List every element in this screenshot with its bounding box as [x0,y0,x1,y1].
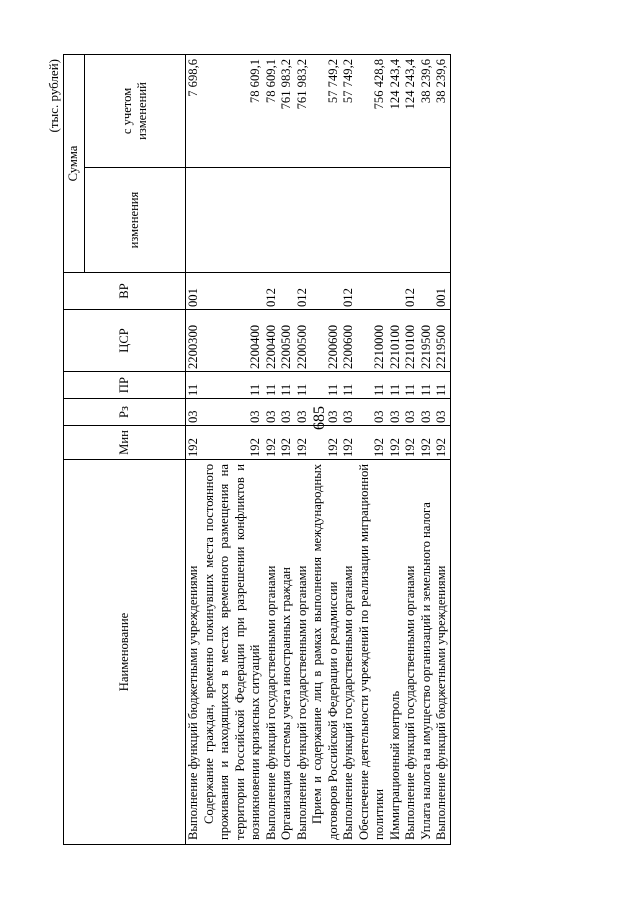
row-vr: 012 [295,273,311,310]
row-with-changes: 78 609,1 [264,54,280,167]
table-header [64,54,186,844]
row-with-changes: 38 239,6 [434,54,450,167]
row-with-changes: 756 428,8 [357,54,388,167]
row-vr [419,273,435,310]
row-vr: 012 [403,273,419,310]
row-name: Выполнение функций государственными органами [403,460,419,845]
row-name: Выполнение функций государственными органами [341,460,357,845]
row-vr: 012 [341,273,357,310]
row-changes [419,168,435,273]
row-pr: 11 [295,372,311,399]
row-with-changes: 761 983,2 [295,54,311,167]
row-with-changes: 124 243,4 [403,54,419,167]
row-min: 192 [186,426,202,460]
row-changes [434,168,450,273]
table-row [279,54,295,844]
row-name: Выполнение функций бюджетными учреждениями [434,460,450,845]
row-changes [202,168,264,273]
row-rz: 03 [357,399,388,426]
row-name: Прием и содержание лиц в рамках выполнения международных договоров Российской Федерации о реадмиссии [310,460,341,845]
row-min: 192 [264,426,280,460]
row-name: Выполнение функций государственными органами [264,460,280,845]
row-pr: 11 [419,372,435,399]
row-name: Выполнение функций бюджетными учреждениями [186,460,202,845]
row-csr: 2210100 [403,310,419,372]
row-changes [341,168,357,273]
header-changes: изменения [85,168,186,273]
row-vr [357,273,388,310]
row-min: 192 [419,426,435,460]
row-with-changes: 38 239,6 [419,54,435,167]
row-vr: 012 [264,273,280,310]
table-row [357,54,388,844]
header-csr: ЦСР [64,310,186,372]
table-row [186,54,202,844]
row-rz: 03 [403,399,419,426]
row-csr: 2200300 [186,310,202,372]
row-changes [388,168,404,273]
row-pr: 11 [388,372,404,399]
row-changes [264,168,280,273]
table-row [264,54,280,844]
header-with-changes: с учетом изменений [85,54,186,167]
header-pr: ПР [64,372,186,399]
row-name: Обеспечение деятельности учреждений по реализации миграционной политики [357,460,388,845]
table-row [341,54,357,844]
table-body [186,54,451,844]
row-pr: 11 [186,372,202,399]
header-vr: ВР [64,273,186,310]
row-rz: 03 [186,399,202,426]
row-min: 192 [388,426,404,460]
row-rz: 03 [264,399,280,426]
row-csr: 2200600 [310,310,341,372]
table-row [403,54,419,844]
header-rz: Рз [64,399,186,426]
row-name: Выполнение функций государственными органами [295,460,311,845]
row-min: 192 [357,426,388,460]
row-pr: 11 [310,372,341,399]
row-pr: 11 [403,372,419,399]
row-name: Организация системы учета иностранных граждан [279,460,295,845]
row-min: 192 [202,426,264,460]
page-number: 685 [311,406,328,430]
units-label: (тыс. рублей) [46,59,61,133]
header-min: Мин [64,426,186,460]
row-name: Иммиграционный контроль [388,460,404,845]
row-min: 192 [434,426,450,460]
row-csr: 2200400 [264,310,280,372]
row-with-changes: 761 983,2 [279,54,295,167]
row-rz: 03 [419,399,435,426]
row-with-changes: 7 698,6 [186,54,202,167]
row-csr: 2200600 [341,310,357,372]
row-rz: 03 [295,399,311,426]
row-csr: 2200500 [295,310,311,372]
row-pr: 11 [341,372,357,399]
row-vr [202,273,264,310]
row-csr: 2200500 [279,310,295,372]
table-row [202,54,264,844]
row-changes [357,168,388,273]
row-min: 192 [295,426,311,460]
budget-table [63,54,451,845]
row-vr: 001 [186,273,202,310]
row-changes [279,168,295,273]
row-pr: 11 [434,372,450,399]
row-with-changes: 57 749,2 [310,54,341,167]
row-rz: 03 [279,399,295,426]
table-row [295,54,311,844]
row-min: 192 [341,426,357,460]
table-row [434,54,450,844]
row-with-changes: 57 749,2 [341,54,357,167]
row-vr [310,273,341,310]
row-vr: 001 [434,273,450,310]
table-row [310,54,341,844]
row-rz: 03 [388,399,404,426]
header-name: Наименование [64,460,186,845]
row-rz: 03 [310,399,341,426]
row-name: Содержание граждан, временно покинувших места постоянного проживания и находящихся в местах временного размещения на территории Российской Федерации при разрешении конфликтов и возникновении кризисных ситуаций [202,460,264,845]
row-changes [403,168,419,273]
row-csr: 2210000 [357,310,388,372]
row-csr: 2219500 [419,310,435,372]
row-pr: 11 [202,372,264,399]
row-pr: 11 [279,372,295,399]
row-rz: 03 [341,399,357,426]
row-csr: 2219500 [434,310,450,372]
row-vr [279,273,295,310]
budget-table-region [45,55,605,845]
row-min: 192 [310,426,341,460]
row-with-changes: 78 609,1 [202,54,264,167]
row-rz: 03 [434,399,450,426]
table-row [419,54,435,844]
header-summa: Сумма [64,54,85,272]
row-pr: 11 [357,372,388,399]
row-min: 192 [279,426,295,460]
row-min: 192 [403,426,419,460]
row-changes [310,168,341,273]
row-rz: 03 [202,399,264,426]
row-csr: 2200400 [202,310,264,372]
row-csr: 2210100 [388,310,404,372]
row-with-changes: 124 243,4 [388,54,404,167]
row-changes [295,168,311,273]
table-row [388,54,404,844]
row-name: Уплата налога на имущество организаций и земельного налога [419,460,435,845]
row-vr [388,273,404,310]
row-changes [186,168,202,273]
row-pr: 11 [264,372,280,399]
